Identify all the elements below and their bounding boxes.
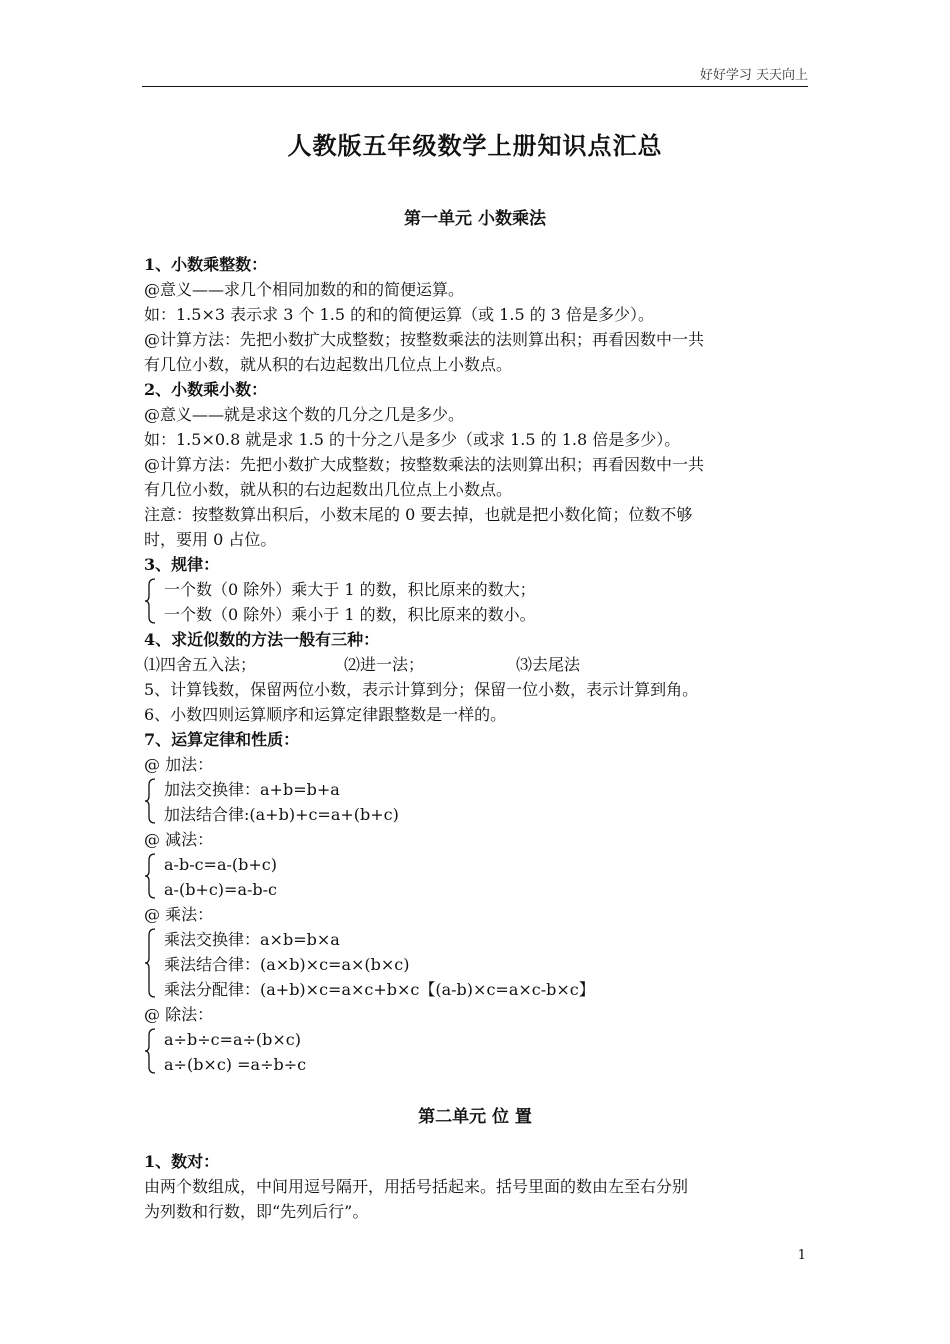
text-line: 如：1.5×0.8 就是求 1.5 的十分之八是多少（或求 1.5 的 1.8 倍是多少）。 [144, 430, 681, 449]
operation-label: @ 乘法： [144, 905, 214, 924]
text-line: @计算方法：先把小数扩大成整数；按整数乘法的法则算出积；再看因数中一共 [144, 455, 705, 474]
text-line: 有几位小数，就从积的右边起数出几位点上小数点。 [144, 355, 513, 374]
operation-label: @ 除法： [144, 1005, 214, 1024]
formula-line: a÷b÷c=a÷(b×c) [164, 1030, 301, 1049]
document-title: 人教版五年级数学上册知识点汇总 [287, 131, 663, 160]
formula-line: a÷(b×c) =a÷b÷c [164, 1055, 307, 1074]
section-heading: 3、规律： [144, 555, 220, 574]
text-line: @意义——求几个相同加数的和的简便运算。 [144, 280, 465, 299]
page-header: 好好学习 天天向上 [699, 68, 808, 83]
text-line: 时，要用 0 占位。 [144, 530, 277, 549]
method-item: ⑶去尾法 [516, 655, 581, 674]
text-line: 6、小数四则运算顺序和运算定律跟整数是一样的。 [144, 705, 507, 724]
operation-label: @ 减法： [144, 830, 214, 849]
text-line: @计算方法：先把小数扩大成整数；按整数乘法的法则算出积；再看因数中一共 [144, 330, 705, 349]
rule-line: 一个数（0 除外）乘小于 1 的数，积比原来的数小。 [164, 605, 536, 624]
section-heading: 2、小数乘小数： [144, 380, 268, 399]
operation-label: @ 加法： [144, 755, 214, 774]
unit2-heading: 第二单元 位 置 [418, 1107, 532, 1127]
header-rule [142, 86, 808, 87]
formula-line: 加法结合律:(a+b)+c=a+(b+c) [164, 805, 399, 824]
brace-icon [144, 1028, 156, 1074]
text-line: 为列数和行数，即“先列后行”。 [144, 1202, 369, 1221]
formula-line: a-b-c=a-(b+c) [164, 855, 277, 874]
brace-icon [144, 778, 156, 824]
formula-line: a-(b+c)=a-b-c [164, 880, 277, 899]
method-item: ⑴四舍五入法； [144, 655, 257, 674]
unit1-heading: 第一单元 小数乘法 [404, 209, 546, 229]
text-line: 由两个数组成，中间用逗号隔开，用括号括起来。括号里面的数由左至右分别 [144, 1177, 689, 1196]
method-item: ⑵进一法； [344, 655, 425, 674]
section-heading: 7、运算定律和性质： [144, 730, 300, 749]
methods-row [144, 655, 744, 675]
formula-line: 加法交换律：a+b=b+a [164, 780, 340, 799]
text-line: 5、计算钱数，保留两位小数，表示计算到分；保留一位小数，表示计算到角。 [144, 680, 699, 699]
section-heading: 1、数对： [144, 1152, 220, 1171]
text-line: @意义——就是求这个数的几分之几是多少。 [144, 405, 465, 424]
section-heading: 1、小数乘整数： [144, 255, 268, 274]
brace-icon [144, 853, 156, 899]
rule-line: 一个数（0 除外）乘大于 1 的数，积比原来的数大； [164, 580, 536, 599]
brace-icon [144, 928, 156, 998]
formula-line: 乘法交换律：a×b=b×a [164, 930, 340, 949]
formula-line: 乘法结合律：(a×b)×c=a×(b×c) [164, 955, 410, 974]
brace-icon [144, 578, 156, 624]
page-number: 1 [797, 1248, 806, 1263]
formula-line: 乘法分配律：(a+b)×c=a×c+b×c【(a-b)×c=a×c-b×c】 [164, 980, 595, 999]
text-line: 有几位小数，就从积的右边起数出几位点上小数点。 [144, 480, 513, 499]
text-line: 注意：按整数算出积后，小数末尾的 0 要去掉，也就是把小数化简；位数不够 [144, 505, 693, 524]
text-line: 如：1.5×3 表示求 3 个 1.5 的和的简便运算（或 1.5 的 3 倍是多少）。 [144, 305, 655, 324]
section-heading: 4、求近似数的方法一般有三种： [144, 630, 380, 649]
